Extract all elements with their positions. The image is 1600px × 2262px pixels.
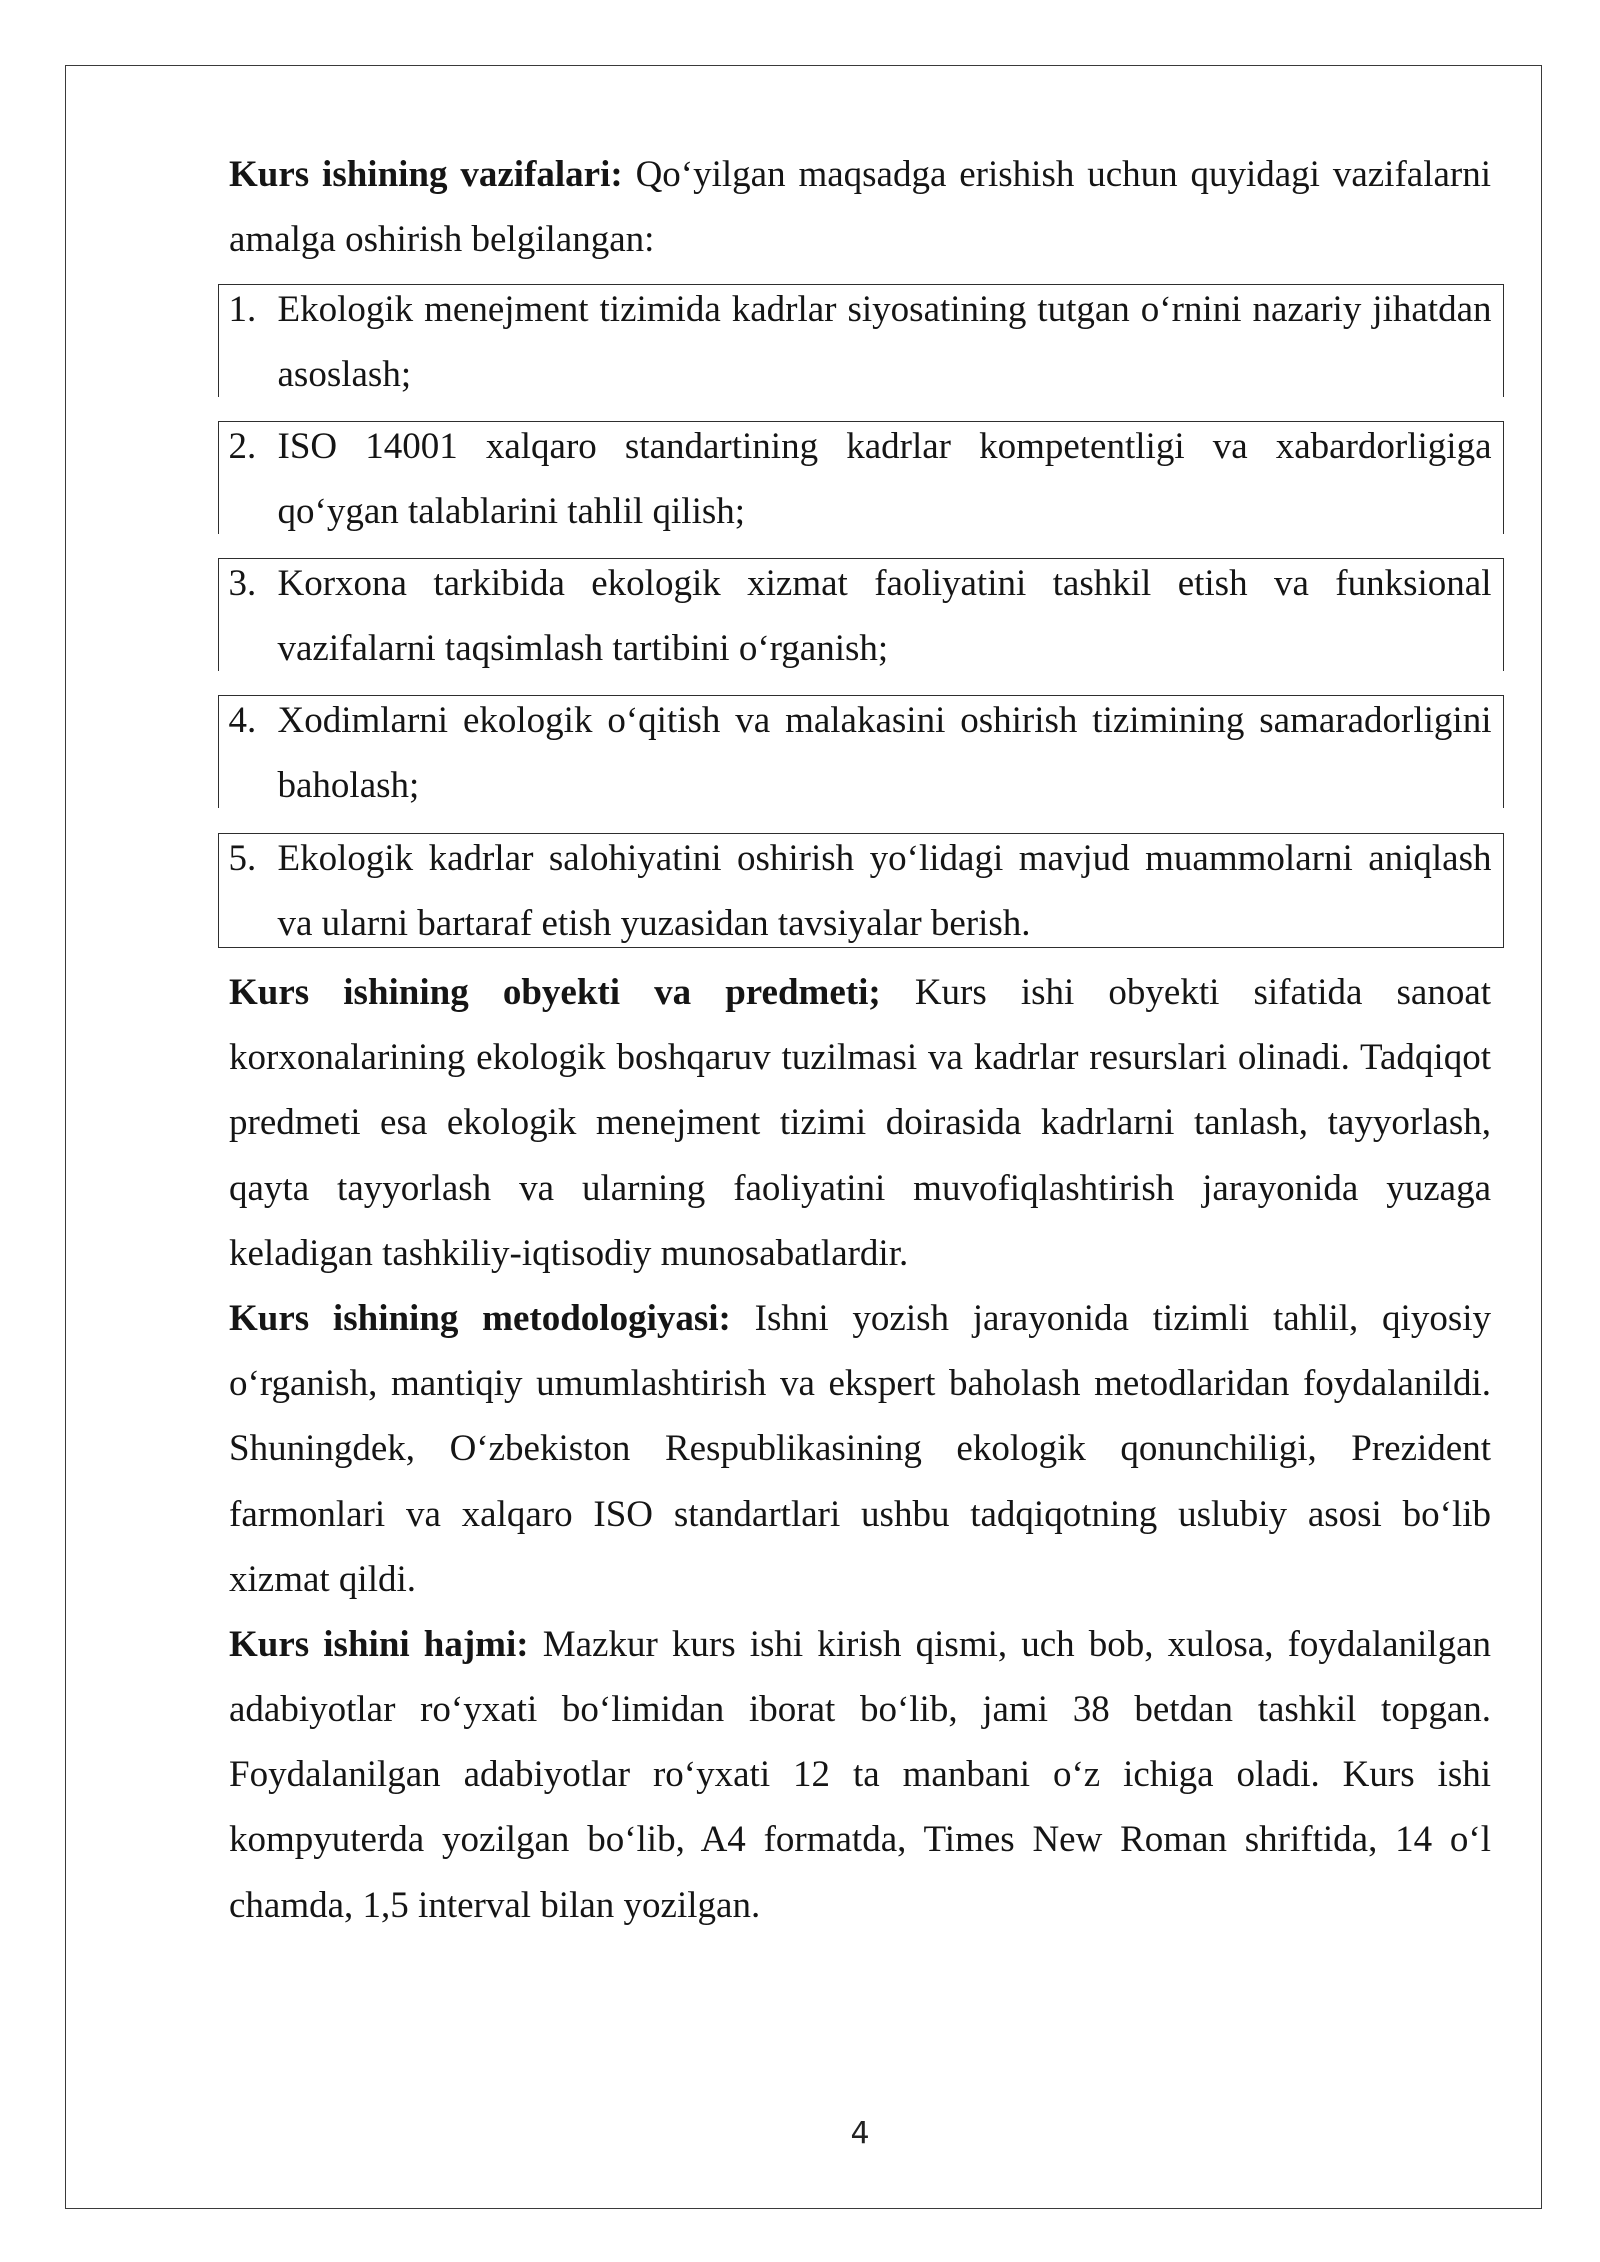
task-number: 1. <box>228 289 257 330</box>
task-line: vazifalarni taqsimlash tartibini o‘rganish; <box>277 628 889 670</box>
task-line: qo‘ygan talablarini tahlil qilish; <box>277 491 746 533</box>
paragraph-text: Ishni yozish jarayonida tizimli tahlil, qiyosiy <box>754 1297 1492 1339</box>
task-line: baholash; <box>277 765 420 807</box>
paragraph-line: korxonalarining ekologik boshqaruv tuzilmasi va kadrlar resurslari olinadi. Tadqiqot <box>229 1037 1491 1079</box>
section-heading: Kurs ishining obyekti va predmeti; <box>229 972 881 1013</box>
paragraph-line: keladigan tashkiliy-iqtisodiy munosabatlardir. <box>229 1232 909 1274</box>
task-number: 4. <box>228 700 257 741</box>
task-line: Korxona tarkibida ekologik xizmat faoliyatini tashkil etish va funksional <box>277 563 1492 604</box>
object-paragraph <box>229 960 1491 1286</box>
task-number: 2. <box>228 426 257 467</box>
page-number: 4 <box>850 2116 870 2151</box>
task-number: 5. <box>228 838 257 879</box>
paragraph-line: kompyuterda yozilgan bo‘lib, A4 formatda, Times New Roman shriftida, 14 o‘l <box>229 1819 1491 1861</box>
section-heading: Kurs ishini hajmi: <box>229 1623 529 1665</box>
paragraph-text: Mazkur kurs ishi kirish qismi, uch bob, xulosa, foydalanilgan <box>542 1623 1491 1665</box>
paragraph-line: amalga oshirish belgilangan: <box>229 219 655 261</box>
paragraph-line <box>229 1612 1491 1677</box>
paragraph-line <box>229 960 1491 1025</box>
body-paragraphs <box>229 960 1491 1938</box>
task-text <box>278 688 1492 818</box>
task-line: ISO 14001 xalqaro standartining kadrlar kompetentligi va xabardorligiga <box>277 426 1492 467</box>
section-heading: Kurs ishining vazifalari: <box>229 154 623 195</box>
paragraph-line: o‘rganish, mantiqiy umumlashtirish va ekspert baholash metodlaridan foydalanildi. <box>229 1363 1491 1405</box>
paragraph-text: Kurs ishi obyekti sifatida sanoat <box>914 972 1492 1013</box>
methodology-paragraph <box>229 1286 1491 1612</box>
task-number: 3. <box>228 563 257 604</box>
task-text <box>278 551 1492 681</box>
task-line: asoslash; <box>277 354 412 396</box>
paragraph-line: Foydalanilgan adabiyotlar ro‘yxati 12 ta manbani o‘z ichiga oladi. Kurs ishi <box>229 1754 1491 1796</box>
task-line: va ularni bartaraf etish yuzasidan tavsiyalar berish. <box>277 903 1031 945</box>
task-text <box>278 414 1492 544</box>
paragraph-line: predmeti esa ekologik menejment tizimi doirasida kadrlarni tanlash, tayyorlash, <box>229 1102 1491 1144</box>
task-item-1 <box>218 284 1504 397</box>
section-heading: Kurs ishining metodologiyasi: <box>229 1297 731 1339</box>
task-item-3 <box>218 558 1504 671</box>
paragraph-line <box>229 1286 1491 1351</box>
paragraph-line: chamda, 1,5 interval bilan yozilgan. <box>229 1884 761 1926</box>
task-line: Ekologik menejment tizimida kadrlar siyosatining tutgan o‘rnini nazariy jihatdan <box>277 289 1492 330</box>
task-text <box>278 826 1492 956</box>
paragraph-line: farmonlari va xalqaro ISO standartlari ushbu tadqiqotning uslubiy asosi bo‘lib <box>229 1493 1491 1535</box>
paragraph-line: adabiyotlar ro‘yxati bo‘limidan iborat bo‘lib, jami 38 betdan tashkil topgan. <box>229 1689 1491 1731</box>
task-item-4 <box>218 695 1504 808</box>
paragraph-line <box>229 142 1491 207</box>
task-item-5 <box>218 833 1504 948</box>
paragraph-line: Shuningdek, O‘zbekiston Respublikasining ekologik qonunchiligi, Prezident <box>229 1428 1491 1470</box>
volume-paragraph <box>229 1612 1491 1938</box>
task-line: Xodimlarni ekologik o‘qitish va malakasini oshirish tizimining samaradorligini <box>277 700 1492 741</box>
task-line: Ekologik kadrlar salohiyatini oshirish yo‘lidagi mavjud muammolarni aniqlash <box>277 838 1492 879</box>
paragraph-line: xizmat qildi. <box>229 1558 417 1600</box>
task-item-2 <box>218 421 1504 534</box>
paragraph-line: qayta tayyorlash va ularning faoliyatini muvofiqlashtirish jarayonida yuzaga <box>229 1167 1491 1209</box>
paragraph-text: Qo‘yilgan maqsadga erishish uchun quyidagi vazifalarni <box>635 154 1491 195</box>
task-text <box>278 277 1492 407</box>
tasks-intro-paragraph <box>229 142 1491 272</box>
